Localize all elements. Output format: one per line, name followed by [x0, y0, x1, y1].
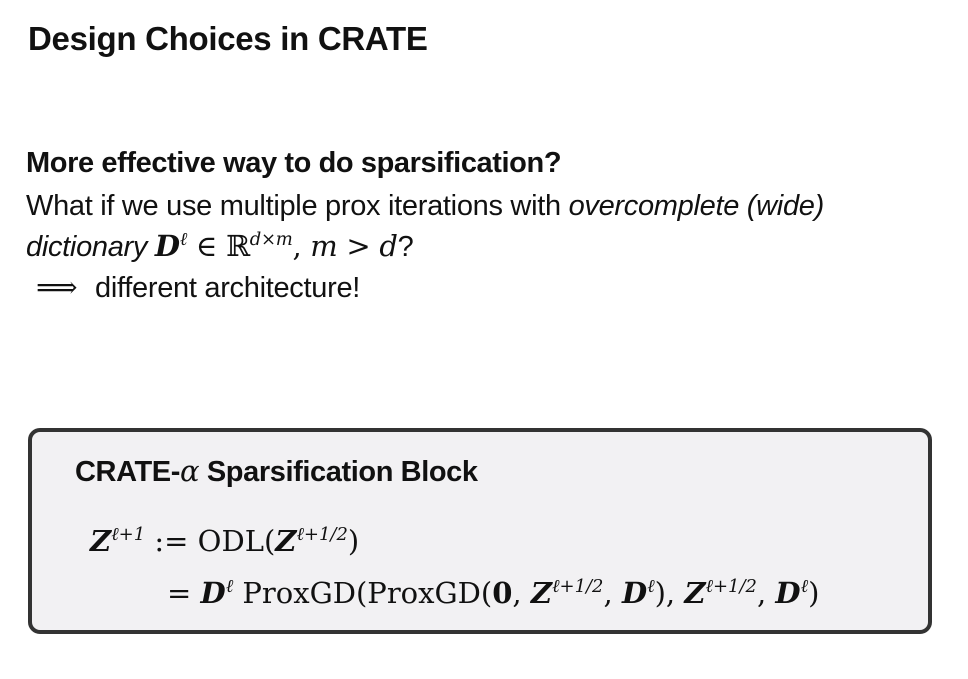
sparsification-section — [26, 146, 946, 308]
dictionary-formula: $D^\ell$ ∈ ℝ$^{d\times m}$, m > d — [154, 229, 398, 263]
equation-line-1: $Z^{\ell+1}$ := $ODL(Z^{\ell+1/2})$ — [90, 524, 360, 558]
conclusion-text: different architecture! — [95, 272, 361, 304]
block-title: CRATE-α Sparsification Block — [75, 454, 478, 488]
slide-title: Design Choices in CRATE — [28, 20, 428, 57]
question-mark: ? — [397, 231, 414, 263]
dictionary-word: dictionary — [26, 231, 148, 263]
question-line-2 — [26, 226, 946, 267]
implies-arrow-icon: ⟹ — [36, 270, 78, 304]
crate-alpha-block — [28, 428, 932, 634]
equation-line-2: = $D^\ell$ ProxGD(ProxGD(0, $Z^{\ell+1/2}$, $D^\ell$), $Z^{\ell+1/2}$, $D^\ell$) — [167, 576, 820, 610]
conclusion-line — [26, 267, 946, 308]
overcomplete-emphasis: overcomplete (wide) — [568, 190, 824, 222]
section-heading: More effective way to do sparsification? — [26, 147, 562, 179]
question-line-1 — [26, 186, 946, 226]
question-text: What if we use multiple prox iterations with — [26, 190, 569, 222]
